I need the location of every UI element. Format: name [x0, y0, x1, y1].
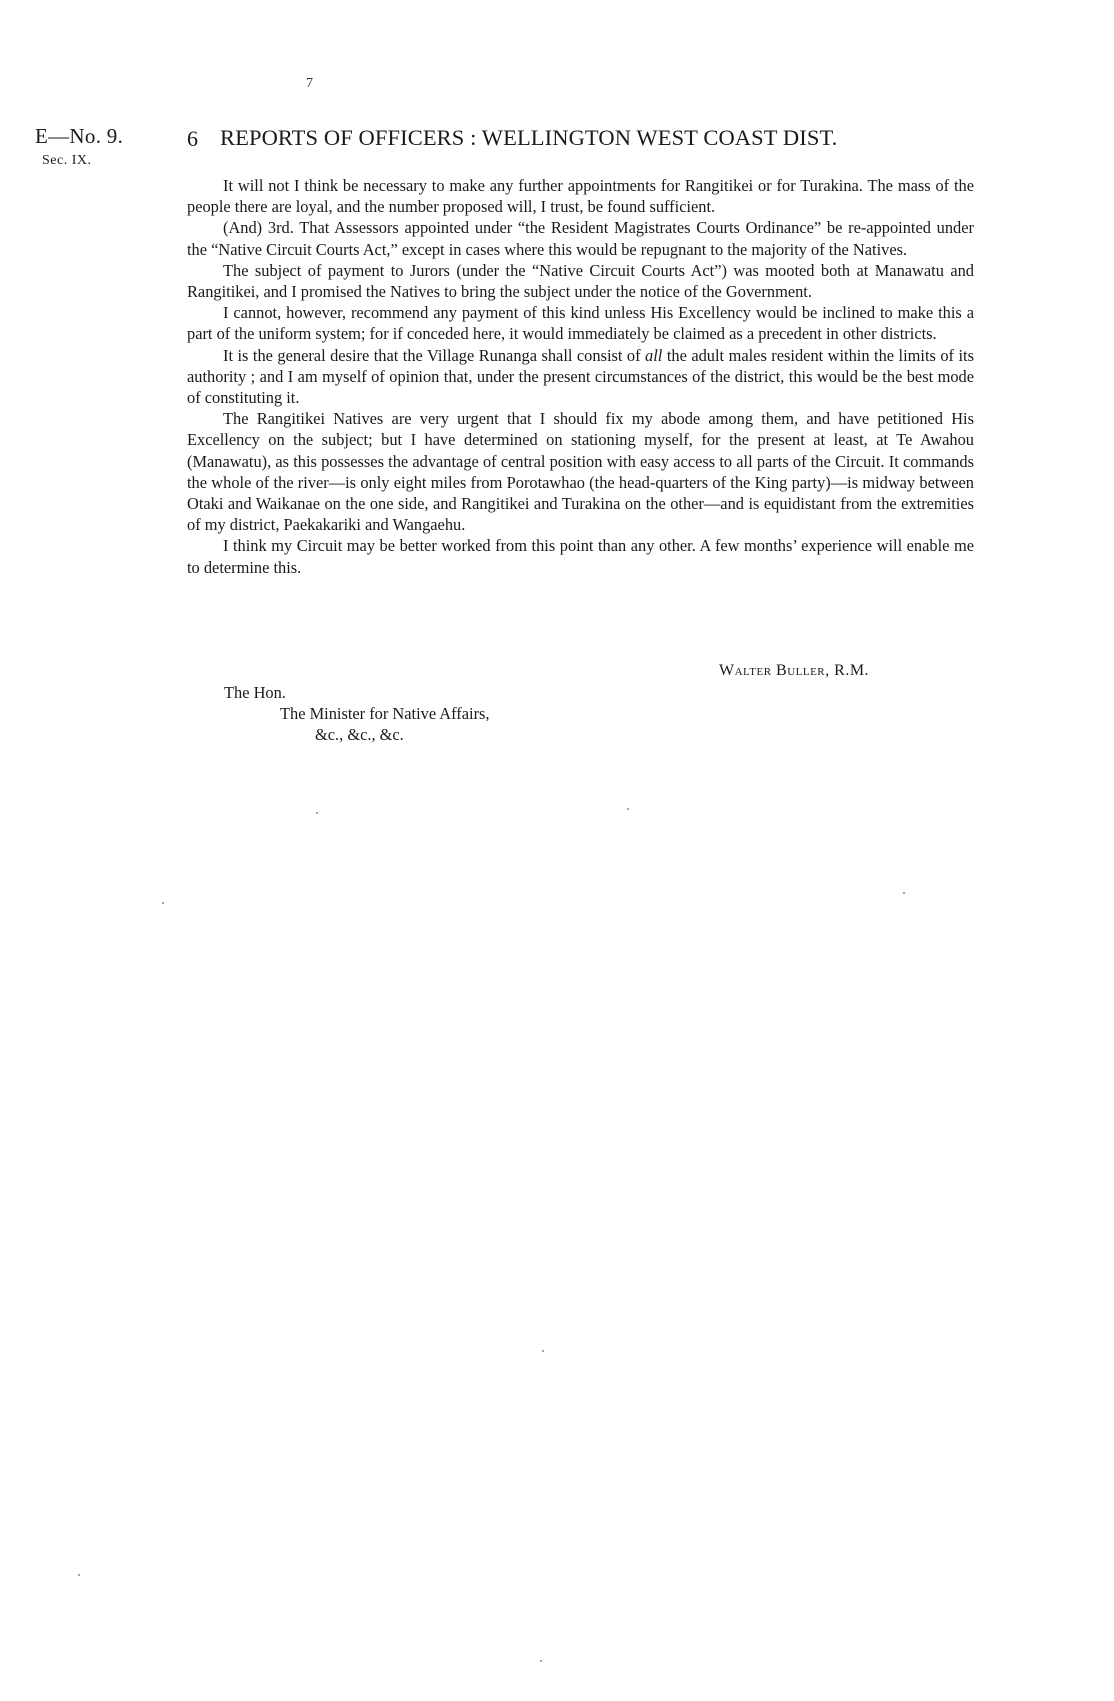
- paragraph-text: the adult males resident within the limits of its authority ; and I am myself of opinion that, under the present circumstances of the district, this would be the best mode of constituting it.: [187, 345, 974, 408]
- scan-speck: [162, 902, 164, 904]
- page-number: 6: [187, 126, 198, 151]
- section-reference: Sec. IX.: [42, 153, 92, 168]
- paragraph: I think my Circuit may be better worked from this point than any other. A few months’ experience will enable me to determine this.: [187, 536, 974, 577]
- addressee-line: &c., &c., &c.: [315, 725, 404, 744]
- paragraph: The subject of payment to Jurors (under the “Native Circuit Courts Act”) was mooted both at Manawatu and Rangitikei, and I promised the Natives to bring the subject under the notice of the Government.: [187, 260, 974, 302]
- scan-speck: [78, 1574, 80, 1576]
- scan-speck: [627, 808, 629, 810]
- scan-speck: [542, 1350, 544, 1352]
- signature: Walter Buller, R.M.: [719, 662, 870, 679]
- addressee-line: The Minister for Native Affairs,: [280, 704, 490, 723]
- addressee-line: The Hon.: [224, 683, 286, 702]
- paragraph: I cannot, however, recommend any payment of this kind unless His Excellency would be inclined to make this a part of the uniform system; for if conceded here, it would immediately be claimed as a precedent in other districts.: [187, 303, 974, 344]
- emphasis-text: all: [645, 345, 663, 365]
- paragraph: [187, 345, 974, 409]
- scan-speck: [903, 892, 905, 894]
- paragraph-text: It is the general desire that the Village Runanga shall consist of: [223, 345, 646, 365]
- paragraph: It will not I think be necessary to make any further appointments for Rangitikei or for Turakina. The mass of the people there are loyal, and the number proposed will, I trust, be found sufficient.: [187, 176, 974, 217]
- report-body: [187, 175, 974, 578]
- page-mark: 7: [306, 76, 313, 91]
- paragraph: The Rangitikei Natives are very urgent that I should fix my abode among them, and have petitioned His Excellency on the subject; but I have determined on stationing myself, for the present at least, at Te Awahou (Manawatu), as this possesses the advantage of central position with easy access to all parts of the Circuit. It commands the whole of the river—is only eight miles from Porotawhao (the head-quarters of the King party)—is midway between Otaki and Waikanae on the one side, and Rangitikei and Turakina on the other—and is equidistant from the extremities of my district, Paekakariki and Wangaehu.: [187, 409, 974, 535]
- running-title: REPORTS OF OFFICERS : WELLINGTON WEST COAST DIST.: [220, 125, 838, 150]
- scan-speck: [540, 1660, 542, 1662]
- document-reference: E—No. 9.: [35, 124, 124, 148]
- scan-speck: [316, 812, 318, 814]
- paragraph: (And) 3rd. That Assessors appointed under “the Resident Magistrates Courts Ordinance” be re-appointed under the “Native Circuit Courts Act,” except in cases where this would be repugnant to the majority of the Natives.: [187, 218, 974, 259]
